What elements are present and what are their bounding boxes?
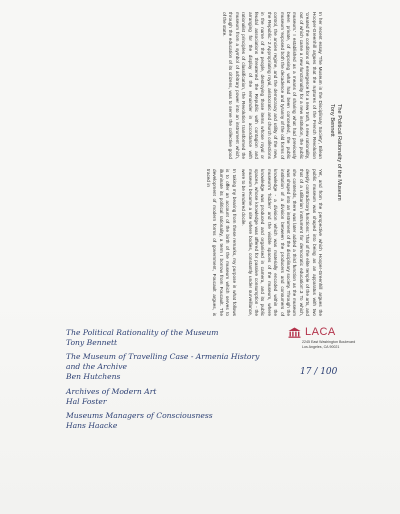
page-count: 17 / 100 xyxy=(300,367,338,377)
logo-name: LACA xyxy=(305,326,336,338)
entry-author: Tony Bennett xyxy=(66,337,118,347)
text-column-2 xyxy=(202,169,323,316)
entry-author: Hans Haacke xyxy=(66,420,118,430)
printed-text-block xyxy=(82,12,342,317)
entry-title: Museums Managers of Consciousness xyxy=(66,411,213,420)
entry-title: Archives of Modern Art xyxy=(66,387,157,396)
laca-logo xyxy=(288,326,336,338)
entry-author: Ben Hutchens xyxy=(66,371,121,381)
handwritten-entry-1 xyxy=(66,328,219,348)
address-line-1: 2245 East Washington Boulevard xyxy=(302,340,356,344)
handwritten-entry-2 xyxy=(66,352,271,381)
column2-paragraph-1: Yet, and from the perspective which Hooper-Greenhill argues the public museum was shaped into being as an apparatus with two deeply contradictory functions: 'that of the elite temple of the arts, and that of a utilitarian instrument for democratic education'.3 To which, she contends, there was later added a third function as the museum was shaped into an instrument of the disciplinary society. Through the institution of a division between the producers and consumers of knowledge - a division which was materially encoded within the museum's 'hidden' and the visible spaces of the museum, where knowledge was produced and organised in camera, and its public spaces, whose knowledge was offered for passive consumption - the museum became a site where bodies, constantly under surveillance, were to be rendered docile. xyxy=(241,169,323,316)
entry-title: The Museum of Travelling Case - Armenia History and the Archive xyxy=(66,352,260,371)
logo-address xyxy=(302,340,355,349)
handwritten-entry-3 xyxy=(66,387,156,407)
building-icon xyxy=(288,327,301,338)
text-column-1 xyxy=(202,12,323,159)
essay-title: The Political Rationality of the Museum xyxy=(336,104,342,201)
entry-author: Hal Foster xyxy=(66,396,107,406)
column1-paragraph: In her recent essay 'The Museum in the Disciplinary Society', Eilean Hooper-Greenhill argues that the ruptures of the French Revolution 'created the conditions of emergence for a new truth, a new rationality, out of which came a new functionality for a new institution, the public museum.' I established as a means of sharing what had previously been private, of exposing what had been concealed, the public museum 'exposed both the decadence and tyranny of the old forms of control, the ancien regime, and the democracy and utility of the new, the Republic.' 2 Appropriating royal, aristocratic and church collections in the name of the people, destroying those items whose royal or feudal associations threatened the Republic with contagion and arranging for the display of the remainder in accordance with rationalist principles of classification, the Revolution transformed the museum from a symbol of arbitrary power into an instrument which, through the education of its citizens, was to serve the collective good of the state. xyxy=(221,12,323,159)
column2-paragraph-2: In taking my bearing from these remarks, my purpose in what follows is to offer an account of the birth of the museum which serves to illuminate its political rationality, a term I borrow from Foucault. The development of modern forms of government, Foucault argues, is traced in xyxy=(206,169,237,316)
essay-author: Tony Bennett xyxy=(329,104,335,137)
handwritten-entry-4 xyxy=(66,411,213,431)
entry-title: The Political Rationality of the Museum xyxy=(66,328,219,337)
address-line-2: Los Angeles, CA 90021 xyxy=(302,344,340,349)
text-columns xyxy=(202,12,323,317)
